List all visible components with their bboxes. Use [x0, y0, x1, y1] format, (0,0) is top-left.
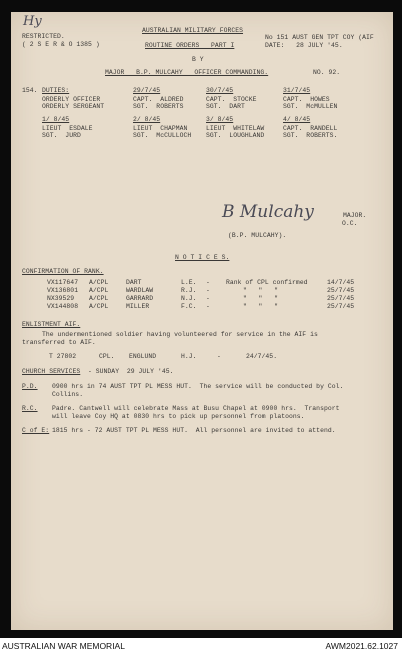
- by-label: B Y: [192, 56, 204, 63]
- duty-name: SGT. McMULLEN: [283, 103, 338, 110]
- confirmation-note: Rank of CPL confirmed: [226, 279, 308, 286]
- dash: -: [206, 303, 210, 310]
- surname: GARRARD: [126, 295, 154, 302]
- service-text: 0900 hrs in 74 AUST TPT PL MESS HUT. The service will be conducted by Col.: [52, 383, 344, 390]
- initials: F.C.: [181, 303, 197, 310]
- surname: ENGLUND: [129, 353, 157, 360]
- duty-date: 4/ 8/45: [283, 116, 311, 123]
- service-number: VX136801: [47, 287, 79, 294]
- duty-date: 31/7/45: [283, 87, 311, 94]
- commander-line: MAJOR B.P. MULCAHY OFFICER COMMANDING.: [105, 69, 269, 76]
- duty-name: LIEUT ESDALE: [42, 125, 93, 132]
- confirmation-heading: CONFIRMATION OF RANK.: [22, 268, 104, 275]
- duties-heading: DUTIES:: [42, 87, 70, 94]
- rank: A/CPL: [89, 287, 109, 294]
- initials: R.J.: [181, 287, 197, 294]
- restricted-label: RESTRICTED.: [22, 33, 65, 40]
- duty-name: SGT. JURD: [42, 132, 81, 139]
- confirmation-date: 25/7/45: [327, 303, 355, 310]
- signature-name: (B.P. MULCAHY).: [228, 232, 287, 239]
- orders-title: ROUTINE ORDERS PART I: [145, 42, 235, 49]
- document-page: [11, 12, 393, 630]
- surname: WARDLAW: [126, 287, 154, 294]
- confirmation-date: 14/7/45: [327, 279, 355, 286]
- duty-date: 29/7/45: [133, 87, 161, 94]
- church-heading: CHURCH SERVICES: [22, 368, 81, 375]
- duty-name: LIEUT WHITELAW: [206, 125, 265, 132]
- surname: MILLER: [126, 303, 150, 310]
- enlistment-text: The undermentioned soldier having volunteered for service in the AIF is: [42, 331, 318, 338]
- duty-date: 3/ 8/45: [206, 116, 234, 123]
- service-text: will leave Coy HQ at 0830 hrs to pick up personnel from platoons.: [52, 413, 305, 420]
- enlistment-text: transferred to AIF.: [22, 339, 96, 346]
- footer-bar: [0, 638, 402, 653]
- confirmation-date: 25/7/45: [327, 295, 355, 302]
- confirmation-note: " " ": [243, 303, 278, 310]
- duty-name: LIEUT CHAPMAN: [133, 125, 188, 132]
- service-number: VX117647: [47, 279, 79, 286]
- dash: -: [217, 353, 221, 360]
- dash: -: [206, 287, 210, 294]
- duty-name: SGT. ROBERTS.: [283, 132, 338, 139]
- duty-name: CAPT. STOCKE: [206, 96, 257, 103]
- unit-name: No 151 AUST GEN TPT COY (AIF: [265, 34, 374, 41]
- signature-rank: MAJOR.: [343, 212, 367, 219]
- signature-title: O.C.: [342, 220, 358, 227]
- duty-date: 2/ 8/45: [133, 116, 161, 123]
- service-label: P.D.: [22, 383, 38, 390]
- service-text: Padre. Cantwell will celebrate Mass at Busu Chapel at 0900 hrs. Transport: [52, 405, 340, 412]
- date-line: DATE: 28 JULY '45.: [265, 42, 343, 49]
- service-label: R.C.: [22, 405, 38, 412]
- surname: DART: [126, 279, 142, 286]
- enlistment-date: 24/7/45.: [246, 353, 278, 360]
- duty-name: CAPT. ALDRED: [133, 96, 184, 103]
- role-orderly-officer: ORDERLY OFFICER: [42, 96, 101, 103]
- rank: A/CPL: [89, 295, 109, 302]
- duty-name: CAPT. RANDELL: [283, 125, 338, 132]
- service-text: 1815 hrs - 72 AUST TPT PL MESS HUT. All personnel are invited to attend.: [52, 427, 336, 434]
- duty-date: 1/ 8/45: [42, 116, 70, 123]
- confirmation-date: 25/7/45: [327, 287, 355, 294]
- initials: L.E.: [181, 279, 197, 286]
- service-number: NX39529: [47, 295, 75, 302]
- enlistment-heading: ENLISTMENT AIF.: [22, 321, 81, 328]
- restricted-code: ( 2 S E R & O 1385 ): [22, 41, 100, 48]
- rank: A/CPL: [89, 279, 109, 286]
- service-number: T 27802: [49, 353, 77, 360]
- duty-name: SGT. DART: [206, 103, 245, 110]
- duty-name: SGT. McCULLOCH: [133, 132, 192, 139]
- duty-name: SGT. ROBERTS: [133, 103, 184, 110]
- confirmation-note: " " ": [243, 295, 278, 302]
- footer-credit: AUSTRALIAN WAR MEMORIAL: [2, 641, 125, 651]
- initials: H.J.: [181, 353, 197, 360]
- duty-date: 30/7/45: [206, 87, 234, 94]
- document-title: AUSTRALIAN MILITARY FORCES: [142, 27, 244, 34]
- service-number: VX144808: [47, 303, 79, 310]
- service-text: Collins.: [52, 391, 84, 398]
- order-number: NO. 92.: [313, 69, 341, 76]
- dash: -: [206, 279, 210, 286]
- church-date: - SUNDAY 29 JULY '45.: [88, 368, 174, 375]
- duties-number: 154.: [22, 87, 38, 94]
- duty-name: SGT. LOUGHLAND: [206, 132, 265, 139]
- notices-heading: N O T I C E S.: [175, 254, 230, 261]
- rank: CPL.: [99, 353, 115, 360]
- service-label: C of E:: [22, 427, 50, 434]
- duty-name: CAPT. HOWES: [283, 96, 330, 103]
- confirmation-note: " " ": [243, 287, 278, 294]
- rank: A/CPL: [89, 303, 109, 310]
- dash: -: [206, 295, 210, 302]
- handwritten-mark: Hy: [23, 14, 42, 29]
- initials: N.J.: [181, 295, 197, 302]
- role-orderly-sergeant: ORDERLY SERGEANT: [42, 103, 105, 110]
- signature: B Mulcahy: [222, 202, 314, 222]
- footer-accession: AWM2021.62.1027: [325, 641, 398, 651]
